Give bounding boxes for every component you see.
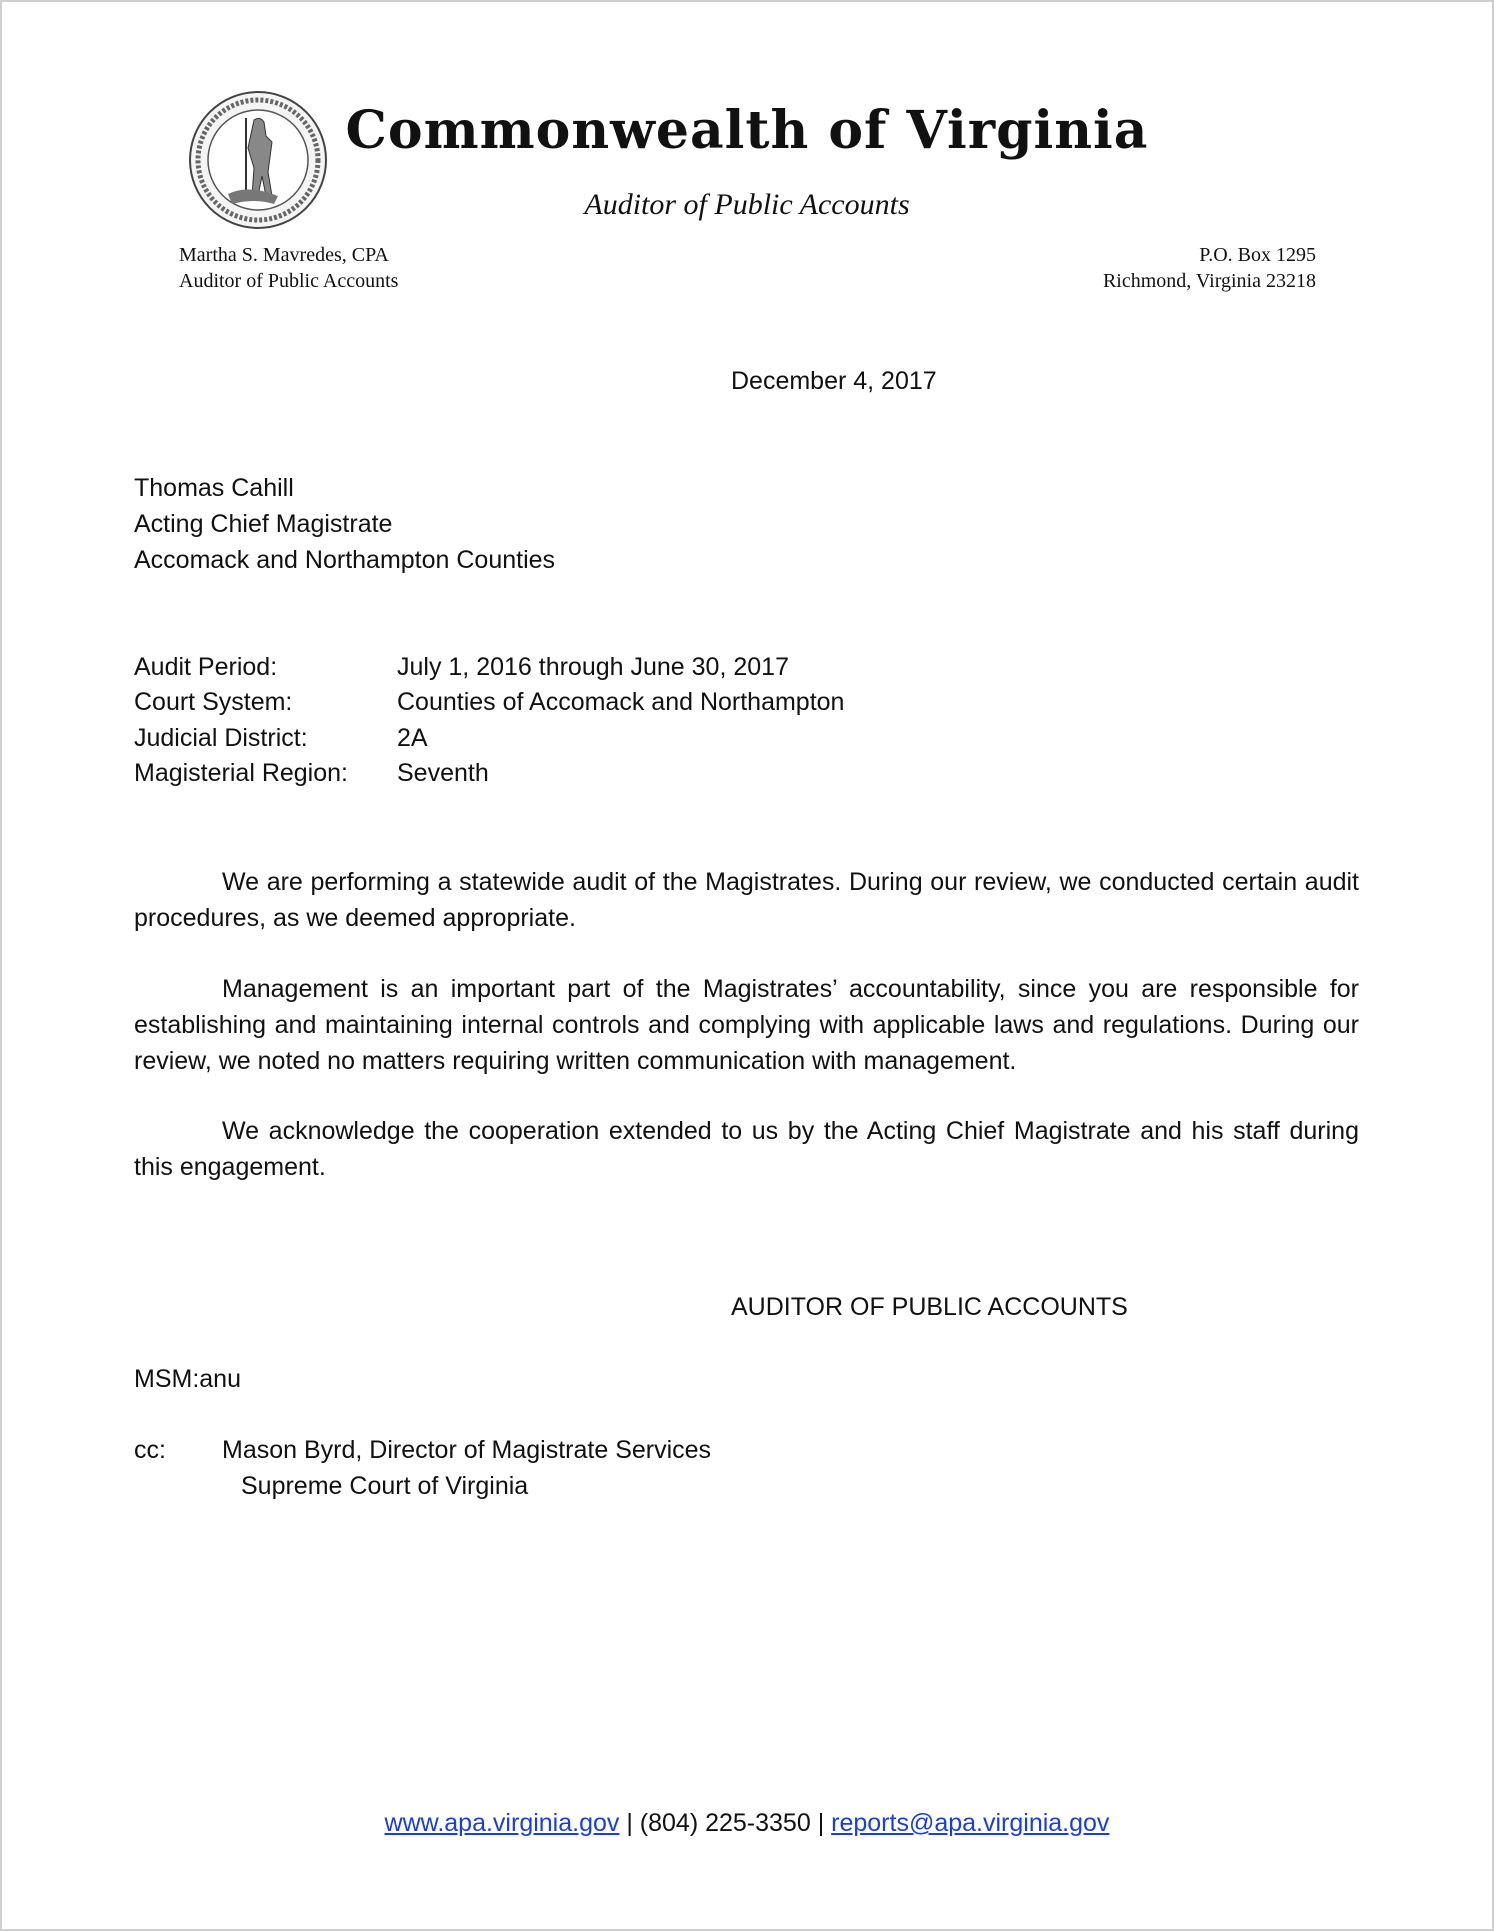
audit-label: Court System: [134,688,293,716]
letterhead-subtitle: Auditor of Public Accounts [584,188,910,221]
separator: | [619,1809,640,1837]
paragraph-1: We are performing a statewide audit of the Magistrates. During our review, we conducted certain audit procedures, as we deemed appropriate. [134,868,1359,932]
audit-value: 2A [397,724,428,752]
judicial-district-row [134,724,428,753]
audit-value: July 1, 2016 through June 30, 2017 [397,653,789,681]
po-box: P.O. Box 1295 [1199,244,1316,266]
phone-number: (804) 225-3350 [639,1809,811,1837]
footer [0,1809,1494,1838]
paragraph-3: We acknowledge the cooperation extended to us by the Acting Chief Magistrate and his staff during this engagement. [134,1117,1359,1181]
audit-period-row [134,653,789,682]
cc-label: cc: [134,1436,166,1464]
signature-block: AUDITOR OF PUBLIC ACCOUNTS [731,1293,1128,1321]
initials: MSM:anu [134,1365,241,1393]
cc-recipient: Mason Byrd, Director of Magistrate Services [222,1436,712,1464]
website-link[interactable]: www.apa.virginia.gov [384,1809,620,1837]
audit-value: Seventh [397,759,489,787]
recipient-title: Acting Chief Magistrate [134,510,393,538]
magisterial-region-row [134,759,489,788]
recipient-name: Thomas Cahill [134,474,294,502]
audit-label: Audit Period: [134,653,278,681]
recipient-org: Accomack and Northampton Counties [134,546,556,574]
auditor-name: Martha S. Mavredes, CPA [179,244,389,266]
auditor-title: Auditor of Public Accounts [179,270,399,292]
letter-date: December 4, 2017 [731,367,937,395]
separator: | [810,1809,832,1837]
left-address [179,242,398,294]
right-address [1103,242,1316,294]
cc-recipient-org: Supreme Court of Virginia [241,1472,529,1500]
letterhead-title: Commonwealth of Virginia [345,100,1149,161]
city-state-zip: Richmond, Virginia 23218 [1102,270,1316,292]
audit-label: Magisterial Region: [134,759,348,787]
paragraph-2: Management is an important part of the Magistrates’ accountability, since you are responsible for establishing and maintaining internal controls and complying with applicable laws and regulations. During our review, we noted no matters requiring written communication with management. [134,975,1359,1075]
audit-value: Counties of Accomack and Northampton [397,688,845,716]
court-system-row [134,688,845,717]
audit-label: Judicial District: [134,724,308,752]
email-link[interactable]: reports@apa.virginia.gov [831,1809,1110,1837]
